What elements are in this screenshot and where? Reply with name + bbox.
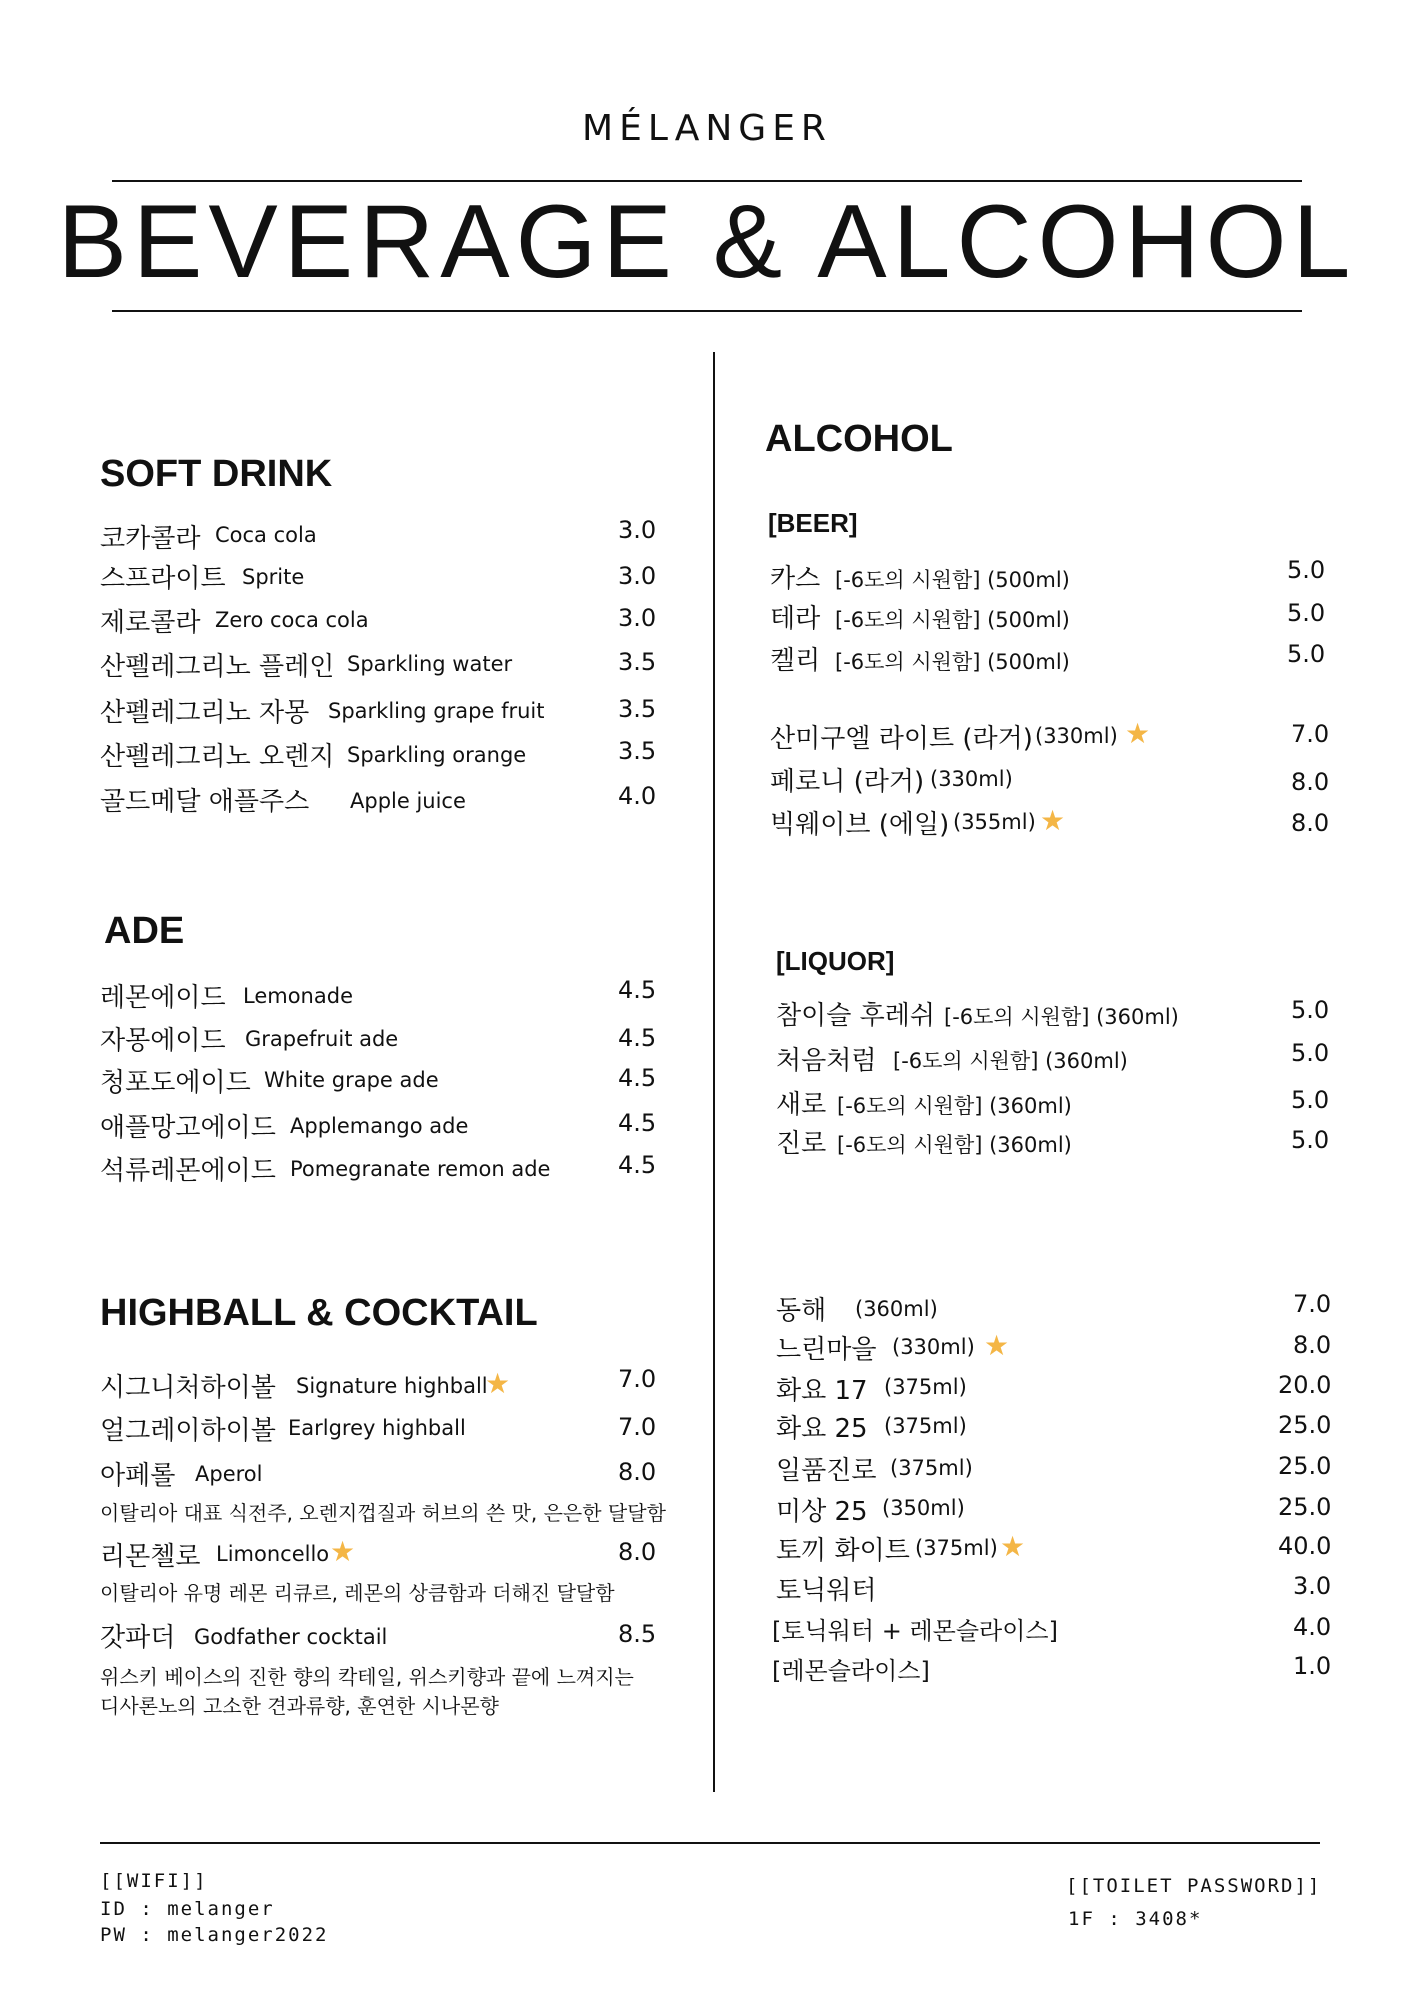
menu-item-name-ko: 빅웨이브 (에일): [770, 810, 950, 840]
menu-item-price: 25.0: [1278, 1493, 1332, 1521]
toilet-password-label: [[TOILET PASSWORD]]: [1066, 1875, 1322, 1897]
menu-item-name-ko: 화요 17: [776, 1376, 868, 1406]
menu-item-name-ko: 처음처럼: [776, 1046, 877, 1076]
menu-item-description: 이탈리아 대표 식전주, 오렌지껍질과 허브의 쓴 맛, 은은한 달달함: [100, 1501, 666, 1525]
menu-item-name-en: [-6도의 시원함] (360ml): [944, 1005, 1179, 1029]
menu-item-price: 40.0: [1278, 1532, 1332, 1560]
menu-item-price: 20.0: [1278, 1371, 1332, 1399]
menu-item-price: 3.0: [618, 604, 657, 632]
menu-item-price: 8.0: [1291, 809, 1330, 837]
footer-rule: [100, 1842, 1320, 1844]
menu-item-price: 4.5: [618, 1024, 657, 1052]
column-divider: [713, 352, 715, 1792]
menu-item-price: 5.0: [1287, 640, 1326, 668]
menu-item-name-ko: 스프라이트: [100, 564, 226, 594]
menu-item-name-ko: 골드메달 애플주스: [100, 787, 310, 817]
menu-item-name-en: [-6도의 시원함] (500ml): [835, 568, 1070, 592]
menu-item-name-en: Zero coca cola: [215, 608, 369, 632]
section-heading-highball: HIGHBALL & COCKTAIL: [100, 1292, 538, 1334]
menu-item-name-en: [-6도의 시원함] (500ml): [835, 608, 1070, 632]
subsection-heading-liquor: [LIQUOR]: [776, 946, 895, 976]
page-title: BEVERAGE & ALCOHOL: [57, 184, 1357, 300]
menu-item-name-en: (350ml): [882, 1496, 965, 1520]
menu-item-price: 8.0: [618, 1538, 657, 1566]
header-rule-top: [112, 180, 1302, 182]
menu-item-name-ko: 리몬첼로: [100, 1542, 201, 1572]
menu-item-name-en: (360ml): [855, 1297, 938, 1321]
menu-item-name-ko: 아페롤: [100, 1461, 176, 1491]
menu-item-name-ko: 토닉워터: [776, 1576, 877, 1606]
menu-item-price: 5.0: [1287, 599, 1326, 627]
menu-item-name-ko: 코카콜라: [100, 524, 201, 554]
menu-item-name-en: [-6도의 시원함] (500ml): [835, 650, 1070, 674]
menu-item-name-en: Sparkling water: [347, 652, 513, 676]
menu-item-name-en: Pomegranate remon ade: [290, 1157, 551, 1181]
menu-item-name-ko: 동해: [776, 1296, 827, 1326]
menu-item-name-en: Coca cola: [215, 523, 317, 547]
menu-item-name-ko: 켈리: [770, 646, 821, 676]
wifi-label: [[WIFI]]: [100, 1870, 208, 1892]
menu-item-name-en: (355ml): [953, 810, 1036, 834]
subsection-heading-beer: [BEER]: [768, 508, 858, 538]
menu-item-name-ko: 애플망고에이드: [100, 1113, 276, 1143]
menu-item-name-en: Limoncello: [216, 1542, 330, 1566]
menu-item-name-ko: 레몬에이드: [100, 983, 226, 1013]
menu-item-name-en: Earlgrey highball: [288, 1416, 466, 1440]
section-heading-ade: ADE: [104, 910, 185, 952]
menu-item-price: 4.0: [618, 782, 657, 810]
wifi-id: ID : melanger: [100, 1898, 275, 1920]
menu-item-price: 7.0: [1293, 1290, 1332, 1318]
wifi-password: PW : melanger2022: [100, 1924, 329, 1946]
menu-item-name-en: (375ml): [890, 1456, 973, 1480]
menu-item-price: 1.0: [1293, 1652, 1332, 1680]
menu-item-name-ko: 일품진로: [776, 1456, 877, 1486]
menu-item-name-ko: [토닉워터 + 레몬슬라이스]: [772, 1617, 1058, 1645]
menu-item-name-ko: 테라: [770, 604, 821, 634]
menu-item-name-ko: 느린마을: [776, 1335, 877, 1365]
menu-item-name-ko: 시그니처하이볼: [100, 1373, 276, 1403]
menu-item-name-ko: 토끼 화이트: [776, 1536, 910, 1566]
menu-item-name-ko: 새로: [776, 1090, 827, 1120]
menu-item-name-en: Sparkling orange: [347, 743, 527, 767]
menu-item-price: 4.5: [618, 1064, 657, 1092]
menu-item-name-en: (375ml): [915, 1536, 998, 1560]
menu-item-name-ko: 화요 25: [776, 1414, 868, 1444]
menu-item-name-en: (330ml): [1035, 724, 1118, 748]
menu-item-price: 4.0: [1293, 1613, 1332, 1641]
star-icon: ★: [1125, 717, 1151, 750]
section-heading-alcohol: ALCOHOL: [765, 418, 953, 460]
menu-item-price: 5.0: [1291, 996, 1330, 1024]
menu-item-name-ko: 페로니 (라거): [770, 767, 925, 797]
menu-item-price: 3.5: [618, 648, 657, 676]
star-icon: ★: [485, 1367, 511, 1400]
menu-item-name-en: [-6도의 시원함] (360ml): [893, 1049, 1128, 1073]
menu-item-name-en: Sparkling grape fruit: [328, 699, 545, 723]
menu-item-description: 디사론노의 고소한 견과류향, 훈연한 시나몬향: [100, 1694, 499, 1718]
menu-item-name-ko: 카스: [770, 564, 821, 594]
menu-item-price: 4.5: [618, 976, 657, 1004]
menu-item-price: 8.0: [1291, 768, 1330, 796]
menu-item-price: 5.0: [1291, 1086, 1330, 1114]
menu-item-price: 4.5: [618, 1151, 657, 1179]
brand-name: MÉLANGER: [582, 108, 832, 149]
menu-item-name-ko: 산펠레그리노 오렌지: [100, 742, 335, 772]
menu-item-price: 8.0: [1293, 1331, 1332, 1359]
menu-item-name-en: Aperol: [195, 1462, 263, 1486]
menu-item-name-en: [-6도의 시원함] (360ml): [837, 1133, 1072, 1157]
menu-item-name-en: Godfather cocktail: [194, 1625, 388, 1649]
menu-item-name-ko: 얼그레이하이볼: [100, 1416, 276, 1446]
menu-item-price: 7.0: [618, 1413, 657, 1441]
menu-item-price: 8.0: [618, 1458, 657, 1486]
menu-item-name-en: Apple juice: [350, 789, 466, 813]
star-icon: ★: [1000, 1530, 1026, 1563]
menu-item-price: 5.0: [1291, 1126, 1330, 1154]
menu-item-name-ko: 참이슬 후레쉬: [776, 1001, 935, 1031]
menu-item-price: 7.0: [1291, 720, 1330, 748]
header-rule-bottom: [112, 310, 1302, 312]
menu-item-price: 5.0: [1291, 1039, 1330, 1067]
menu-item-description: 이탈리아 유명 레몬 리큐르, 레몬의 상큼함과 더해진 달달함: [100, 1581, 615, 1605]
menu-item-price: 3.5: [618, 737, 657, 765]
star-icon: ★: [330, 1535, 356, 1568]
menu-item-name-ko: 청포도에이드: [100, 1068, 251, 1098]
menu-item-price: 3.0: [1293, 1572, 1332, 1600]
menu-item-price: 3.5: [618, 695, 657, 723]
menu-item-name-en: (330ml): [930, 767, 1013, 791]
menu-item-name-ko: 미상 25: [776, 1497, 868, 1527]
star-icon: ★: [984, 1329, 1010, 1362]
menu-item-name-en: Signature highball: [296, 1374, 488, 1398]
menu-item-name-en: (375ml): [884, 1375, 967, 1399]
toilet-password-code: 1F : 3408*: [1068, 1908, 1203, 1930]
menu-item-name-en: (375ml): [884, 1414, 967, 1438]
menu-item-price: 3.0: [618, 516, 657, 544]
menu-item-name-ko: 자몽에이드: [100, 1026, 226, 1056]
menu-item-name-ko: 제로콜라: [100, 608, 201, 638]
menu-item-name-en: (330ml): [892, 1335, 975, 1359]
menu-item-name-ko: 진로: [776, 1129, 827, 1159]
menu-item-name-ko: 산미구엘 라이트 (라거): [770, 724, 1033, 754]
menu-item-name-ko: 갓파더: [100, 1623, 176, 1653]
menu-item-name-en: Sprite: [242, 565, 305, 589]
menu-item-name-ko: [레몬슬라이스]: [772, 1657, 930, 1685]
star-icon: ★: [1040, 804, 1066, 837]
menu-item-price: 8.5: [618, 1620, 657, 1648]
menu-item-price: 7.0: [618, 1365, 657, 1393]
section-heading-soft-drink: SOFT DRINK: [100, 453, 333, 495]
menu-item-description: 위스키 베이스의 진한 향의 칵테일, 위스키향과 끝에 느껴지는: [100, 1665, 634, 1689]
menu-item-name-ko: 석류레몬에이드: [100, 1156, 276, 1186]
menu-item-name-en: [-6도의 시원함] (360ml): [837, 1094, 1072, 1118]
menu-item-name-en: Lemonade: [243, 984, 353, 1008]
menu-item-name-en: Applemango ade: [290, 1114, 469, 1138]
menu-item-name-ko: 산펠레그리노 플레인: [100, 652, 335, 682]
menu-item-name-en: White grape ade: [264, 1068, 439, 1092]
menu-item-name-en: Grapefruit ade: [245, 1027, 399, 1051]
menu-item-name-ko: 산펠레그리노 자몽: [100, 698, 310, 728]
menu-item-price: 5.0: [1287, 556, 1326, 584]
menu-item-price: 25.0: [1278, 1452, 1332, 1480]
menu-item-price: 25.0: [1278, 1411, 1332, 1439]
menu-item-price: 3.0: [618, 562, 657, 590]
menu-item-price: 4.5: [618, 1109, 657, 1137]
